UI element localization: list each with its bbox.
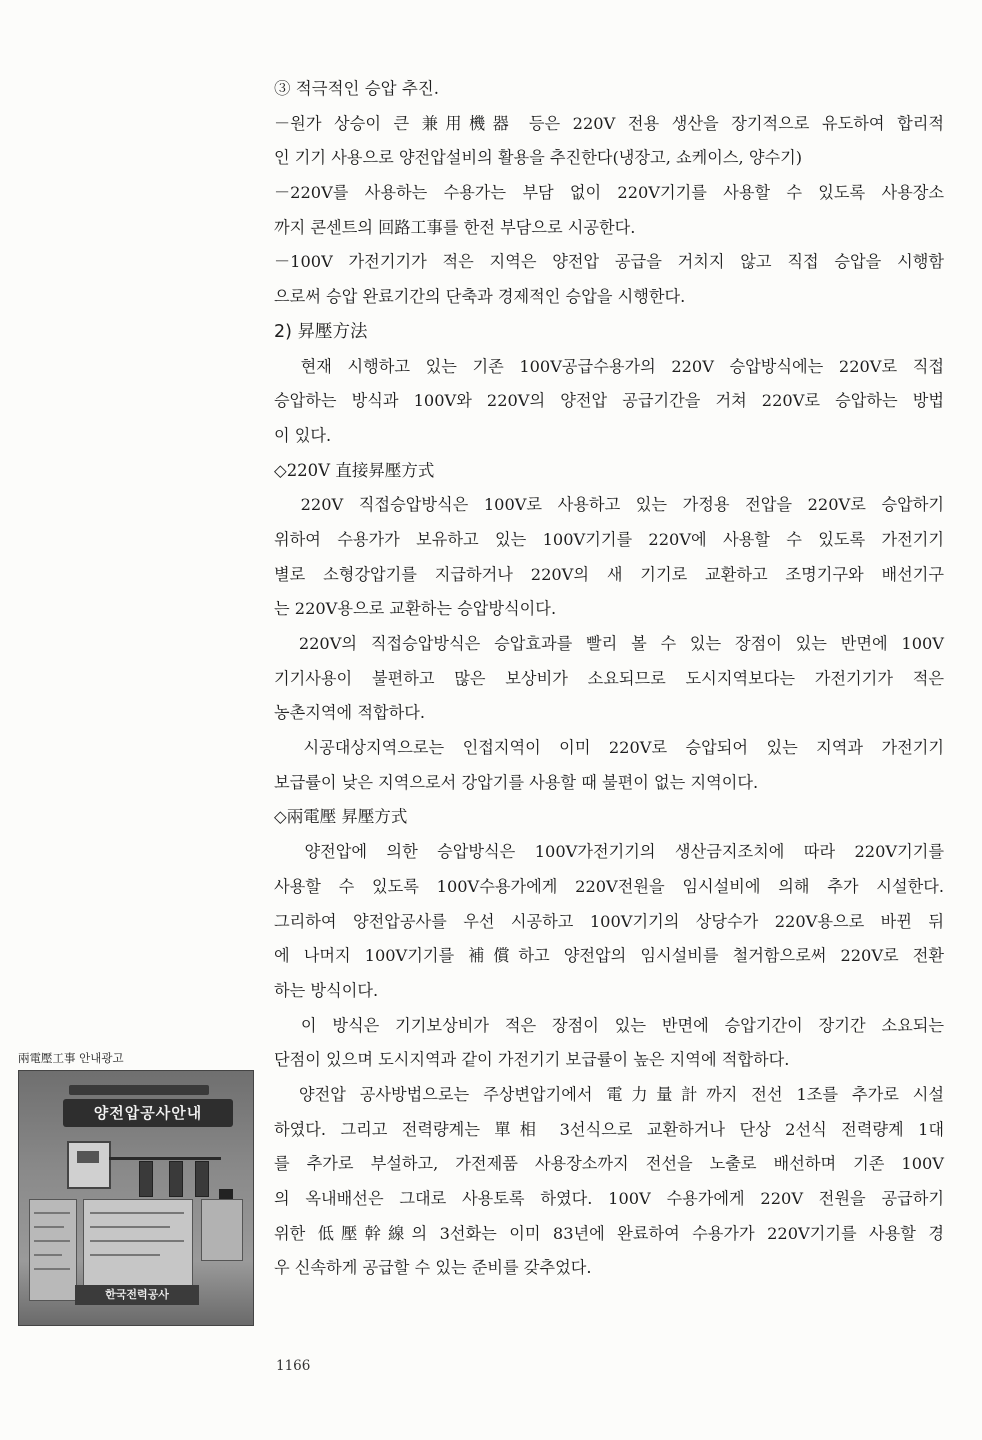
text-line: －원가 상승이 큰 兼用機器 등은 220V 전용 생산을 장기적으로 유도하여 합리적 [274,113,944,133]
text-line: 위하여 수용가가 보유하고 있는 100V기기를 220V에 사용할 수 있도록 가전기기 [274,529,944,549]
text-line: 시공대상지역으로는 인접지역이 이미 220V로 승압되어 있는 지역과 가전기기 [274,738,944,758]
text-line: 하는 방식이다. [274,980,379,1000]
text-line: 는 220V용으로 교환하는 승압방식이다. [274,599,557,619]
text-line: 우 신속하게 공급할 수 있는 준비를 갖추었다. [274,1258,592,1278]
text-line: 그리하여 양전압공사를 우선 시공하고 100V기기의 상당수가 220V용으로 바뀐 뒤 [274,911,944,931]
text-line: 양전압에 의한 승압방식은 100V가전기기의 생산금지조치에 따라 220V기기를 [274,842,944,862]
meter-icon [67,1141,111,1189]
text-line: 단점이 있으며 도시지역과 같이 가전기기 보급률이 높은 지역에 적합하다. [274,1050,790,1070]
text-line: 별로 소형강압기를 지급하거나 220V의 새 기기로 교환하고 조명기구와 배선기구 [274,564,944,584]
wire-line [109,1157,221,1160]
subheading: ③ 적극적인 승압 추진. [274,79,439,98]
photo-banner: 양전압공사안내 [63,1099,233,1127]
text-line: 으로써 승압 완료기간의 단축과 경제적인 승압을 시행한다. [274,287,686,307]
text-line: 하였다. 그리고 전력량계는 單相 3선식으로 교환하거나 단상 2선식 전력량계 1대 [274,1119,944,1139]
text-line: 위한 低壓幹線의 3선화는 이미 83년에 완료하여 수용가가 220V기기를 사용할 경 [274,1223,944,1243]
breaker-icon [139,1161,153,1197]
text-line: 까지 콘센트의 回路工事를 한전 부담으로 시공한다. [274,217,636,237]
page-number: 1166 [276,1358,311,1374]
subheading: ◇220V 直接昇壓方式 [274,460,435,480]
text-line: 에 나머지 100V기기를 補償하고 양전압의 임시설비를 철거함으로써 220V로 전환 [274,946,944,966]
text-line: 의 옥내배선은 그대로 사용토록 하였다. 100V 수용가에게 220V 전원을 공급하기 [274,1189,944,1208]
text-line: 보급률이 낮은 지역으로서 강압기를 사용할 때 불편이 없는 지역이다. [274,772,759,792]
text-line: 인 기기 사용으로 양전압설비의 활용을 추진한다(냉장고, 쇼케이스, 양수기) [274,148,803,168]
text-line: 이 방식은 기기보상비가 적은 장점이 있는 반면에 승압기간이 장기간 소요되는 [274,1015,944,1035]
photo-panel-right [201,1199,243,1261]
breaker-icon [169,1161,183,1197]
breaker-icon [195,1161,209,1197]
section-heading: 2) 昇壓方法 [274,321,368,342]
text-line: 승압하는 방식과 100V와 220V의 양전압 공급기간을 거쳐 220V로 승압하는 방법 [274,391,944,411]
text-line: 220V의 직접승압방식은 승압효과를 빨리 볼 수 있는 장점이 있는 반면에 100V [274,634,944,653]
text-line: 현재 시행하고 있는 기존 100V공급수용가의 220V 승압방식에는 220V로 직접 [274,356,944,376]
figure-caption: 兩電壓工事 안내광고 [18,1051,124,1065]
text-line: 이 있다. [274,425,332,445]
text-line: －220V를 사용하는 수용가는 부담 없이 220V기기를 사용할 수 있도록 사용장소 [274,183,944,203]
text-line: 기기사용이 불편하고 많은 보상비가 소요되므로 도시지역보다는 가전기기가 적은 [274,668,944,688]
subheading: ◇兩電壓 昇壓方式 [274,807,408,827]
body-text [274,72,944,1286]
banner-subtitle-strip [69,1085,209,1095]
text-line: 양전압 공사방법으로는 주상변압기에서 電力量計까지 전선 1조를 추가로 시설 [274,1084,944,1104]
text-line: 사용할 수 있도록 100V수용가에게 220V전원을 임시설비에 의해 추가 시설한다. [274,876,944,896]
text-line: 농촌지역에 적합하다. [274,703,426,723]
text-line: 220V 직접승압방식은 100V로 사용하고 있는 가정용 전압을 220V로 승압하기 [274,495,944,515]
photo-panel-left [29,1199,77,1301]
announcement-photo [18,1070,254,1326]
text-line: －100V 가전기기가 적은 지역은 양전압 공급을 거치지 않고 직접 승압을 시행함 [274,252,944,272]
kepco-logo: 한국전력공사 [75,1285,199,1305]
text-line: 를 추가로 부설하고, 가전제품 사용장소까지 전선을 노출로 배선하며 기존 100V [274,1154,944,1174]
